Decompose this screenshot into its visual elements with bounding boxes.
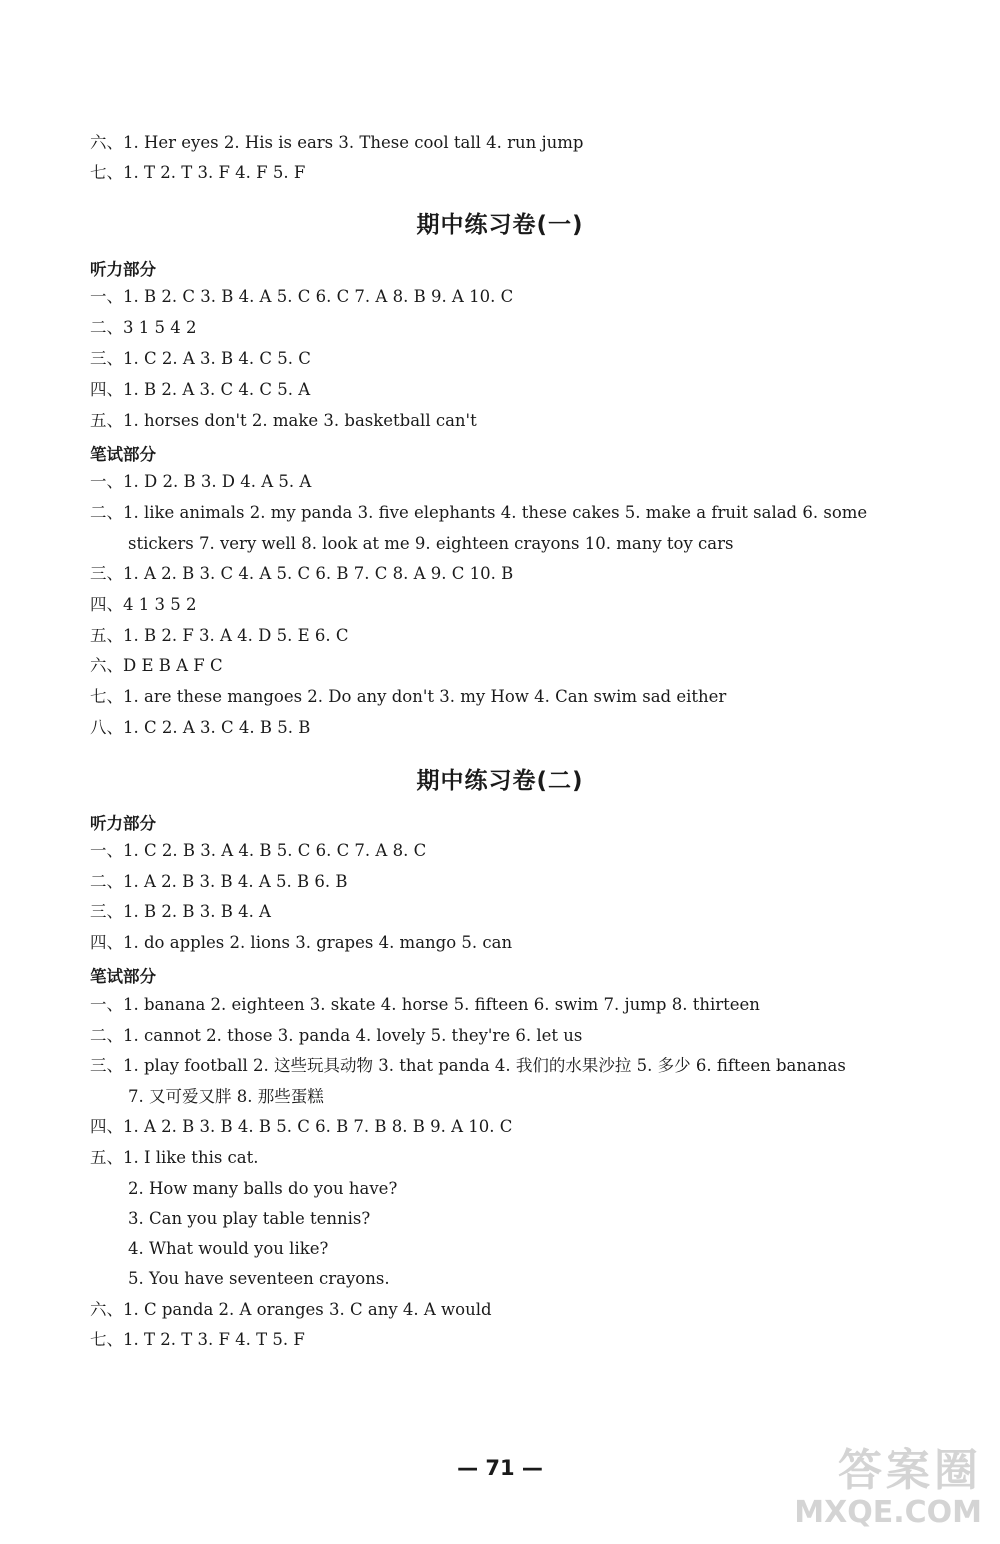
watermark-text: 答案圈 — [838, 1445, 982, 1496]
answer-line: 四、1. B 2. A 3. C 4. C 5. A — [90, 380, 311, 399]
page-number: — 71 — — [457, 1456, 543, 1480]
answer-line: 一、1. D 2. B 3. D 4. A 5. A — [90, 472, 312, 491]
answer-line-continued: stickers 7. very well 8. look at me 9. eighteen crayons 10. many toy cars — [128, 534, 734, 553]
answer-line-7: 七、1. T 2. T 3. F 4. F 5. F — [90, 163, 306, 182]
answer-line: 五、1. B 2. F 3. A 4. D 5. E 6. C — [90, 626, 349, 645]
answer-line: 四、4 1 3 5 2 — [90, 595, 197, 614]
answer-line: 二、1. cannot 2. those 3. panda 4. lovely 5. they're 6. let us — [90, 1026, 583, 1045]
answer-line-6: 六、1. Her eyes 2. His is ears 3. These cool tall 4. run jump — [90, 133, 584, 152]
answer-line: 一、1. B 2. C 3. B 4. A 5. C 6. C 7. A 8. B 9. A 10. C — [90, 287, 514, 306]
answer-line: 二、3 1 5 4 2 — [90, 318, 197, 337]
answer-line: 一、1. banana 2. eighteen 3. skate 4. horse 5. fifteen 6. swim 7. jump 8. thirteen — [90, 995, 760, 1014]
answer-line: 二、1. like animals 2. my panda 3. five elephants 4. these cakes 5. make a fruit salad 6. some — [90, 503, 868, 522]
section-title-exam1: 期中练习卷(一) — [416, 212, 584, 238]
answer-line: 六、1. C panda 2. A oranges 3. C any 4. A would — [90, 1300, 492, 1319]
listening-label: 听力部分 — [90, 260, 156, 279]
section-title-exam2: 期中练习卷(二) — [416, 768, 584, 794]
answer-line: 三、1. B 2. B 3. B 4. A — [90, 902, 271, 921]
answer-line: 四、1. do apples 2. lions 3. grapes 4. mango 5. can — [90, 933, 513, 952]
answer-line: 三、1. play football 2. 这些玩具动物 3. that panda 4. 我们的水果沙拉 5. 多少 6. fifteen bananas — [90, 1056, 846, 1075]
answer-line: 七、1. T 2. T 3. F 4. T 5. F — [90, 1330, 305, 1349]
answer-line: 二、1. A 2. B 3. B 4. A 5. B 6. B — [90, 872, 348, 891]
answer-line: 七、1. are these mangoes 2. Do any don't 3. my How 4. Can swim sad either — [90, 687, 727, 706]
answer-line-continued: 7. 又可爱又胖 8. 那些蛋糕 — [128, 1087, 324, 1106]
answer-line: 五、1. horses don't 2. make 3. basketball can't — [90, 411, 477, 430]
answer-line: 三、1. A 2. B 3. C 4. A 5. C 6. B 7. C 8. A 9. C 10. B — [90, 564, 514, 583]
answer-line-continued: 4. What would you like? — [128, 1239, 329, 1258]
answer-line-continued: 2. How many balls do you have? — [128, 1179, 398, 1198]
listening-label: 听力部分 — [90, 814, 156, 833]
answer-line-continued: 3. Can you play table tennis? — [128, 1209, 371, 1228]
answer-line: 八、1. C 2. A 3. C 4. B 5. B — [90, 718, 311, 737]
answer-line: 三、1. C 2. A 3. B 4. C 5. C — [90, 349, 311, 368]
answer-line: 五、1. I like this cat. — [90, 1148, 259, 1167]
answer-line: 六、D E B A F C — [90, 656, 223, 675]
answer-line: 四、1. A 2. B 3. B 4. B 5. C 6. B 7. B 8. B 9. A 10. C — [90, 1117, 513, 1136]
watermark-logo — [772, 1446, 982, 1536]
written-label: 笔试部分 — [90, 445, 156, 464]
answer-line-continued: 5. You have seventeen crayons. — [128, 1269, 390, 1288]
written-label: 笔试部分 — [90, 967, 156, 986]
watermark-url: MXQE.COM — [794, 1495, 982, 1530]
answer-line: 一、1. C 2. B 3. A 4. B 5. C 6. C 7. A 8. C — [90, 841, 427, 860]
